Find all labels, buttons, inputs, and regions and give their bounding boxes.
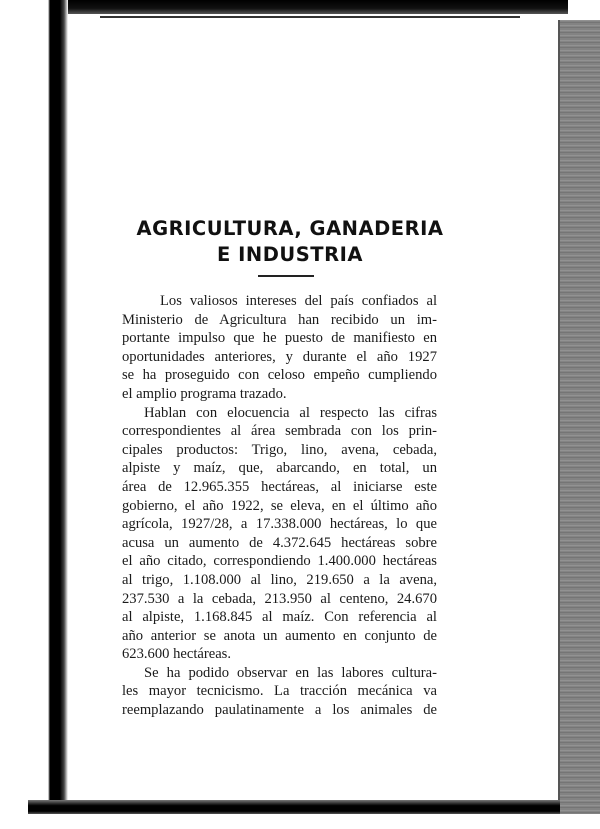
text-line: agrícola, 1927/28, a 17.338.000 hectáreas, lo que <box>122 516 437 533</box>
text-line: año anterior se anota un aumento en conjunto de <box>122 627 437 644</box>
scan-bottom-border <box>28 800 560 814</box>
scan-top-line <box>100 16 520 18</box>
text-line: Se ha podido observar en las labores cultura- <box>144 664 437 681</box>
text-line: les mayor tecnicismo. La tracción mecánica va <box>122 683 437 700</box>
scan-right-edge <box>558 20 560 810</box>
text-line: área de 12.965.355 hectáreas, al iniciarse este <box>122 478 437 495</box>
text-line: al alpiste, 1.168.845 al maíz. Con referencia al <box>122 609 437 626</box>
text-line: reemplazando paulatinamente a los animales de <box>122 702 437 719</box>
text-line: el amplio programa trazado. <box>122 385 287 402</box>
text-line: gobierno, el año 1922, se eleva, en el último año <box>122 497 437 514</box>
text-line: portante impulso que he puesto de manifiesto en <box>122 330 437 347</box>
text-line: 623.600 hectáreas. <box>122 646 232 663</box>
text-line: correspondientes al área sembrada con los prin- <box>122 423 437 440</box>
text-line: Ministerio de Agricultura han recibido un im- <box>122 311 437 328</box>
text-line: Los valiosos intereses del país confiados al <box>160 293 437 309</box>
scan-bottom-margin <box>0 814 600 829</box>
text-line: Hablan con elocuencia al respecto las cifras <box>144 404 437 421</box>
chapter-heading-line-2: E INDUSTRIA <box>217 243 363 266</box>
text-line: el año citado, correspondiendo 1.400.000 hectáreas <box>122 553 437 570</box>
scan-left-border <box>28 0 68 810</box>
text-line: se ha proseguido con celoso empeño cumpliendo <box>122 367 437 384</box>
text-line: cipales productos: Trigo, lino, avena, cebada, <box>122 441 437 458</box>
text-line: oportunidades anteriores, y durante el año 1927 <box>122 348 437 365</box>
body-text <box>122 292 437 720</box>
heading-rule <box>258 275 314 277</box>
scan-top-border <box>28 0 568 14</box>
chapter-heading-line-1: AGRICULTURA, GANADERIA <box>136 217 444 240</box>
text-line: acusa un aumento de 4.372.645 hectáreas sobre <box>122 534 437 551</box>
chapter-heading <box>130 216 450 268</box>
text-line: 237.530 a la cebada, 213.950 al centeno, 24.670 <box>122 590 437 607</box>
scan-right-border <box>560 20 600 829</box>
text-line: alpiste y maíz, que, abarcando, en total, un <box>122 460 437 477</box>
text-line: al trigo, 1.108.000 al lino, 219.650 a la avena, <box>122 571 437 588</box>
